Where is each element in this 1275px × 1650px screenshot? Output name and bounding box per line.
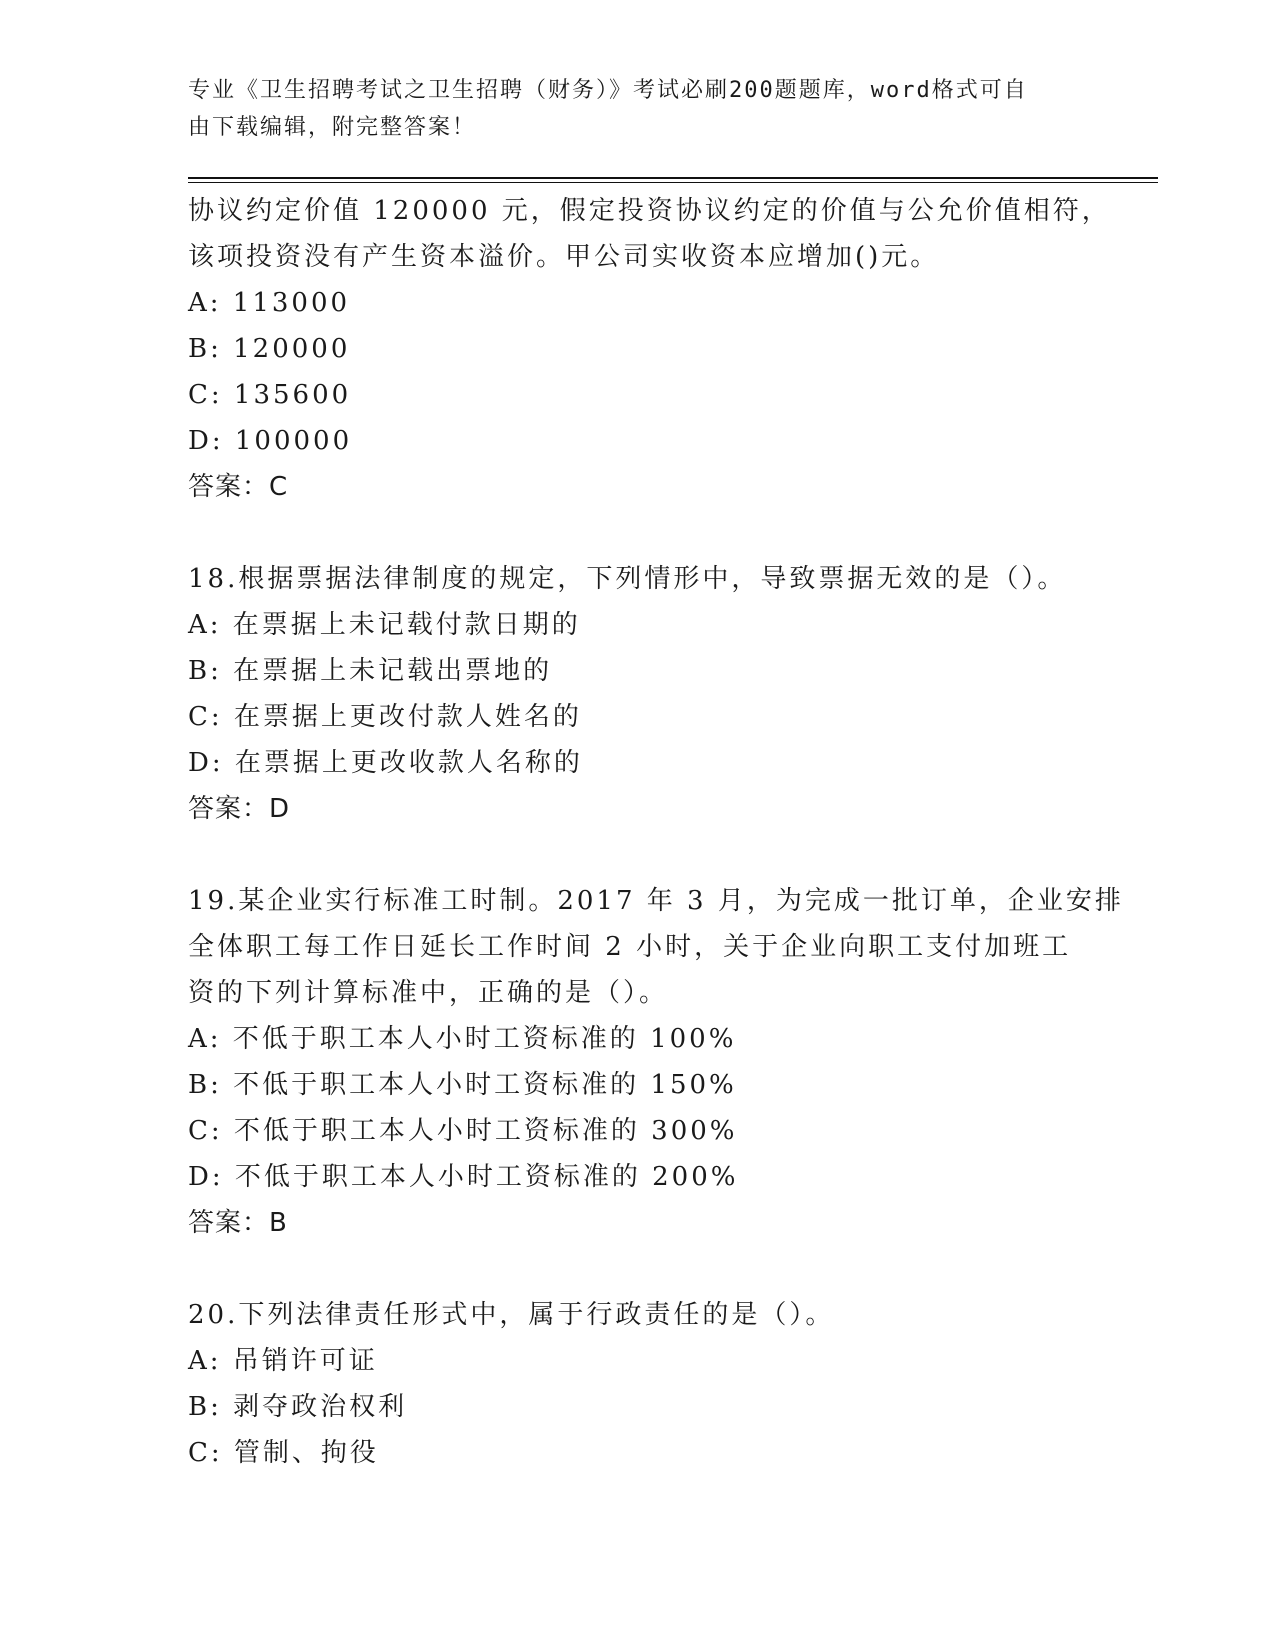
option-a: A: 吊销许可证 (188, 1346, 378, 1376)
option-c: C: 不低于职工本人小时工资标准的 300% (188, 1116, 738, 1146)
option-c: C: 管制、拘役 (188, 1438, 379, 1468)
question-spacer (188, 1246, 1148, 1292)
question-stem-line: 该项投资没有产生资本溢价。甲公司实收资本应增加()元。 (188, 242, 940, 272)
option-c: C: 135600 (188, 380, 352, 410)
question-stem-line: 全体职工每工作日延长工作时间 2 小时，关于企业向职工支付加班工 (188, 932, 1072, 962)
question-19 (188, 878, 1148, 1246)
question-stem-line: 20.下列法律责任形式中，属于行政责任的是（）。 (188, 1300, 835, 1330)
question-stem-line: 资的下列计算标准中，正确的是（）。 (188, 978, 669, 1008)
option-b: B: 120000 (188, 334, 351, 364)
option-b: B: 在票据上未记载出票地的 (188, 656, 553, 686)
option-c: C: 在票据上更改付款人姓名的 (188, 702, 582, 732)
question-stem-line: 19.某企业实行标准工时制。2017 年 3 月，为完成一批订单，企业安排 (188, 886, 1124, 916)
question-spacer (188, 832, 1148, 878)
answer-line: 答案：C (188, 472, 289, 502)
header-divider-thin (188, 182, 1158, 183)
question-stem-line: 协议约定价值 120000 元，假定投资协议约定的价值与公允价值相符， (188, 196, 1111, 226)
option-d: D: 不低于职工本人小时工资标准的 200% (188, 1162, 739, 1192)
option-a: A: 不低于职工本人小时工资标准的 100% (188, 1024, 737, 1054)
option-d: D: 在票据上更改收款人名称的 (188, 748, 583, 778)
question-list (188, 188, 1148, 1476)
question-18 (188, 556, 1148, 832)
option-d: D: 100000 (188, 426, 353, 456)
header-divider-thick (188, 177, 1158, 179)
header-line-2: 由下载编辑，附完整答案！ (188, 115, 477, 140)
question-spacer (188, 510, 1148, 556)
question-20 (188, 1292, 1148, 1476)
header-line-1: 专业《卫生招聘考试之卫生招聘（财务）》考试必刷200题题库，word格式可自 (188, 78, 1028, 103)
option-b: B: 剥夺政治权利 (188, 1392, 408, 1422)
option-a: A: 113000 (188, 288, 351, 318)
answer-line: 答案：B (188, 1208, 288, 1238)
question-17 (188, 188, 1148, 510)
document-header (188, 72, 1088, 146)
question-stem-line: 18.根据票据法律制度的规定，下列情形中，导致票据无效的是（）。 (188, 564, 1067, 594)
option-a: A: 在票据上未记载付款日期的 (188, 610, 581, 640)
option-b: B: 不低于职工本人小时工资标准的 150% (188, 1070, 737, 1100)
answer-line: 答案：D (188, 794, 291, 824)
